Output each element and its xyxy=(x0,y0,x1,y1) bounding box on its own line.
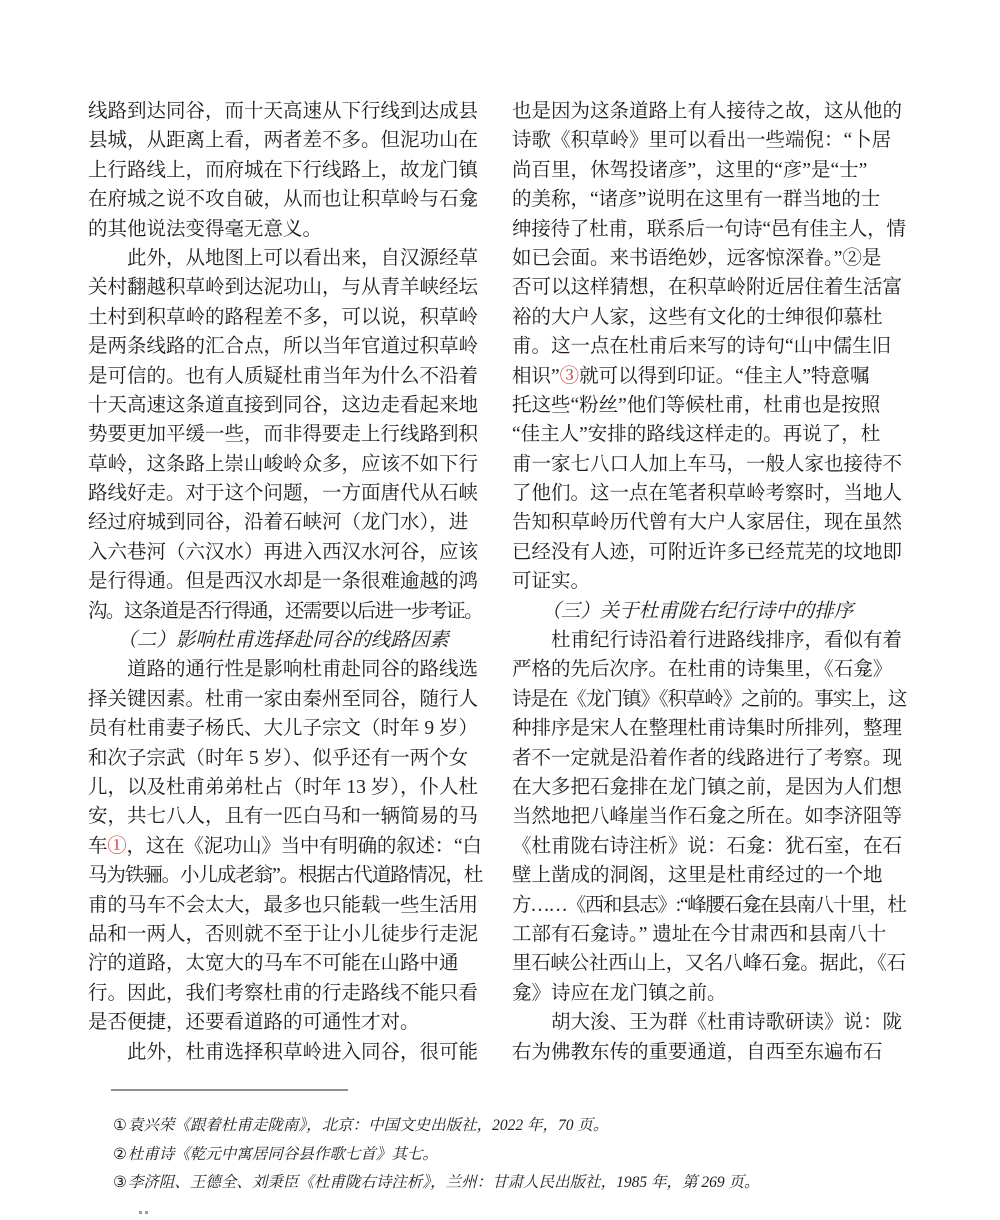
text-line: 龛》诗应在龙门镇之前。 xyxy=(512,982,727,1004)
text-line: 可证实。 xyxy=(512,571,591,593)
text-line: 在府城之说不攻自破，从而也让积草岭与石龛 xyxy=(88,189,479,211)
text-line: 种排序是宋人在整理杜甫诗集时所排列，整理 xyxy=(512,718,903,740)
text-line: 了他们。这一点在笔者积草岭考察时，当地人 xyxy=(512,483,903,505)
text-line: 县城，从距离上看，两者差不多。但泥功山在 xyxy=(88,130,479,152)
text-line: 甫的马车不会太大，最多也只能载一些生活用 xyxy=(88,894,479,916)
text-line: 也是因为这条道路上有人接待之故，这从他的 xyxy=(512,101,903,122)
text-line: 《杜甫陇右诗注析》说：石龛：犹石室，在石 xyxy=(512,835,903,857)
text-segment: ，这在《泥功山》当中有明确的叙述：“白 xyxy=(126,835,482,857)
footnote-marker: ② xyxy=(113,1145,127,1163)
footnote-marker: ③ xyxy=(113,1174,127,1191)
footnote-text: 李济阻、王德全、刘秉臣《杜甫陇右诗注析》，兰州：甘肃人民出版社，1985 年，第 269 页。 xyxy=(127,1174,760,1191)
text-segment: 相识” xyxy=(512,365,560,387)
text-line: 否可以这样猜想，在积草岭附近居住着生活富 xyxy=(512,277,903,299)
section-heading: （二）影响杜甫选择赴同谷的线路因素 xyxy=(88,630,449,652)
text-line: 此外，杜甫选择积草岭进入同谷，很可能 xyxy=(88,1041,479,1063)
text-line: 线路到达同谷，而十天高速从下行线到达成县 xyxy=(88,101,479,122)
footnote-ref: ③ xyxy=(559,365,580,387)
text-line: 土村到积草岭的路程差不多，可以说，积草岭 xyxy=(88,306,479,328)
text-line: 是可信的。也有人质疑杜甫当年为什么不沿着 xyxy=(88,365,479,387)
text-line: 诗歌《积草岭》里可以看出一些端倪：“卜居 xyxy=(512,130,892,152)
text-line xyxy=(88,832,482,861)
text-line: 已经没有人迹，可附近许多已经荒芜的坟地即 xyxy=(512,541,903,563)
text-line: 和次子宗武（时年 5 岁）、似乎还有一两个女 xyxy=(88,747,469,769)
text-line: 告知积草岭历代曾有大户人家居住，现在虽然 xyxy=(512,512,903,534)
text-line: 右为佛教东传的重要通道，自西至东遍布石 xyxy=(512,1041,883,1063)
text-line: 入六巷河（六汉水）再进入西汉水河谷，应该 xyxy=(88,541,479,563)
text-line: 当然地把八峰崖当作石龛之所在。如李济阻等 xyxy=(512,806,903,828)
text-line: 杜甫纪行诗沿着行进路线排序，看似有着 xyxy=(512,630,903,652)
text-line: 工部有石龛诗。” 遗址在今甘肃西和县南八十 xyxy=(512,923,887,945)
text-line: “佳主人”安排的路线这样走的。再说了，杜 xyxy=(512,424,881,446)
text-line: 势要更加平缓一些，而非得要走上行线路到积 xyxy=(88,424,479,446)
text-line: 道路的通行性是影响杜甫赴同谷的路线选 xyxy=(88,659,479,681)
text-line: 安，共七八人，且有一匹白马和一辆简易的马 xyxy=(88,806,479,828)
text-line: 员有杜甫妻子杨氏、大儿子宗文（时年 9 岁） xyxy=(88,718,479,740)
artifact-dot xyxy=(139,1211,142,1214)
text-line: 胡大浚、王为群《杜甫诗歌研读》说：陇 xyxy=(512,1012,903,1034)
text-line: 裕的大户人家，这些有文化的士绅很仰慕杜 xyxy=(512,306,883,328)
text-segment: 车 xyxy=(88,835,108,857)
text-line: 尚百里，休驾投诸彦”，这里的“彦”是“士” xyxy=(512,159,868,181)
text-line: 者不一定就是沿着作者的线路进行了考察。现 xyxy=(512,747,903,769)
footnotes-block xyxy=(113,1112,933,1198)
text-line: 泞的道路，太宽大的马车不可能在山路中通 xyxy=(88,953,459,975)
text-line: 行。因此，我们考察杜甫的行走路线不能只看 xyxy=(88,982,479,1004)
text-line: 关村翻越积草岭到达泥功山，与从青羊峡经坛 xyxy=(88,277,479,299)
text-segment: 就可以得到印证。“佳主人”特意嘱 xyxy=(579,365,870,387)
text-line: 路线好走。对于这个问题，一方面唐代从石峡 xyxy=(88,483,479,505)
footnote xyxy=(113,1141,933,1170)
text-line: 是两条线路的汇合点，所以当年官道过积草岭 xyxy=(88,336,479,358)
text-line: 托这些“粉丝”他们等候杜甫，杜甫也是按照 xyxy=(512,394,881,416)
section-heading: （三）关于杜甫陇右纪行诗中的排序 xyxy=(512,600,854,622)
text-line: 绅接待了杜甫，联系后一句诗“邑有佳主人，情 xyxy=(512,218,906,240)
text-line: 严格的先后次序。在杜甫的诗集里，《石龛》 xyxy=(512,659,893,681)
text-line: 儿，以及杜甫弟弟杜占（时年 13 岁），仆人杜 xyxy=(88,776,479,798)
text-line: 马为铁骊。小儿成老翁”。根据古代道路情况，杜 xyxy=(88,865,483,887)
artifact-dot xyxy=(145,1211,148,1214)
text-line: 里石峡公社西山上，又名八峰石龛。据此，《石 xyxy=(512,953,906,975)
text-line: 是行得通。但是西汉水却是一条很难逾越的鸿 xyxy=(88,571,479,593)
footnote-ref: ① xyxy=(107,835,127,857)
text-line: 甫。这一点在杜甫后来写的诗句“山中儒生旧 xyxy=(512,336,892,358)
footnote xyxy=(113,1169,933,1198)
right-column xyxy=(512,97,912,1067)
text-line: 品和一两人，否则就不至于让小儿徒步行走泥 xyxy=(88,923,479,945)
text-line: 十天高速这条道直接到同谷，这边走看起来地 xyxy=(88,394,479,416)
left-column xyxy=(88,97,488,1067)
text-line: 壁上凿成的洞阁，这里是杜甫经过的一个地 xyxy=(512,865,883,887)
footnote xyxy=(113,1112,933,1141)
text-line: 上行路线上，而府城在下行线路上，故龙门镇 xyxy=(88,159,479,181)
text-line: 是否便捷，还要看道路的可通性才对。 xyxy=(88,1012,420,1034)
text-line: 诗是在《龙门镇》《积草岭》之前的。事实上，这 xyxy=(512,688,907,710)
footnote-text: 杜甫诗《乾元中寓居同谷县作歌七首》其七。 xyxy=(127,1145,438,1163)
text-line xyxy=(512,362,906,391)
text-line: 在大多把石龛排在龙门镇之前，是因为人们想 xyxy=(512,776,903,798)
footnote-separator xyxy=(111,1089,348,1091)
text-line: 的其他说法变得毫无意义。 xyxy=(88,218,323,240)
footnote-marker: ① xyxy=(113,1117,127,1134)
text-line: 的美称，“诸彦”说明在这里有一群当地的士 xyxy=(512,189,881,211)
footnote-text: 袁兴荣《跟着杜甫走陇南》，北京：中国文史出版社，2022 年，70 页。 xyxy=(127,1117,609,1134)
page-bottom-artifact xyxy=(139,1211,155,1215)
text-line: 择关键因素。杜甫一家由秦州至同谷，随行人 xyxy=(88,688,479,710)
text-line: 如已会面。来书语绝妙，远客惊深眷。”②是 xyxy=(512,247,882,269)
text-line: 经过府城到同谷，沿着石峡河（龙门水），进 xyxy=(88,512,469,534)
text-line: 方……《西和县志》:“峰腰石龛在县南八十里，杜 xyxy=(512,894,906,916)
text-line: 此外，从地图上可以看出来，自汉源经草 xyxy=(88,247,479,269)
text-line: 沟。这条道是否行得通，还需要以后进一步考证。 xyxy=(88,600,483,622)
text-line: 甫一家七八口人加上车马，一般人家也接待不 xyxy=(512,453,903,475)
text-line: 草岭，这条路上崇山峻岭众多，应该不如下行 xyxy=(88,453,479,475)
